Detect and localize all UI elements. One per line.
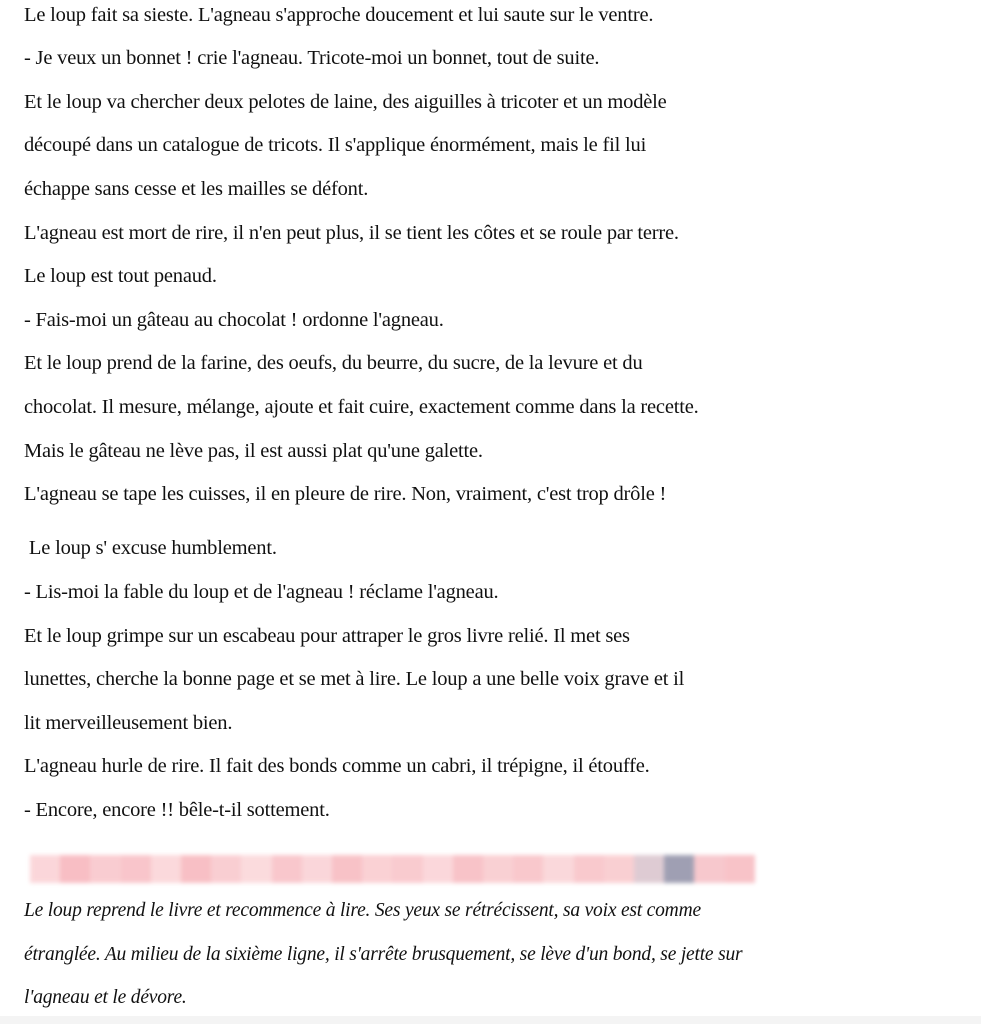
text-line: lunettes, cherche la bonne page et se met à lire. Le loup a une belle voix grave et il	[24, 668, 685, 690]
redacted-line	[30, 855, 755, 883]
text-line: chocolat. Il mesure, mélange, ajoute et fait cuire, exactement comme dans la recette.	[24, 396, 699, 418]
text-line: - Lis-moi la fable du loup et de l'agneau ! réclame l'agneau.	[24, 581, 499, 603]
text-line: Et le loup prend de la farine, des oeufs, du beurre, du sucre, de la levure et du	[24, 352, 643, 374]
text-line: L'agneau se tape les cuisses, il en pleure de rire. Non, vraiment, c'est trop drôle !	[24, 483, 667, 505]
text-line: découpé dans un catalogue de tricots. Il s'applique énormément, mais le fil lui	[24, 134, 647, 156]
text-line: - Fais-moi un gâteau au chocolat ! ordonne l'agneau.	[24, 309, 444, 331]
text-line: Mais le gâteau ne lève pas, il est aussi plat qu'une galette.	[24, 440, 483, 462]
italic-line: Le loup reprend le livre et recommence à lire. Ses yeux se rétrécissent, sa voix est comme	[24, 900, 701, 921]
text-line: L'agneau hurle de rire. Il fait des bonds comme un cabri, il trépigne, il étouffe.	[24, 755, 650, 777]
italic-line: étranglée. Au milieu de la sixième ligne, il s'arrête brusquement, se lève d'un bond, se jette sur	[24, 944, 743, 965]
text-line: - Encore, encore !! bêle-t-il sottement.	[24, 799, 330, 821]
text-line: Et le loup va chercher deux pelotes de laine, des aiguilles à tricoter et un modèle	[24, 91, 667, 113]
text-line: échappe sans cesse et les mailles se défont.	[24, 178, 369, 200]
text-line: lit merveilleusement bien.	[24, 712, 233, 734]
text-line: - Je veux un bonnet ! crie l'agneau. Tricote-moi un bonnet, tout de suite.	[24, 47, 600, 69]
text-line: Le loup est tout penaud.	[24, 265, 217, 287]
text-line: Le loup fait sa sieste. L'agneau s'approche doucement et lui saute sur le ventre.	[24, 4, 654, 26]
text-line: Le loup s' excuse humblement.	[24, 537, 277, 559]
italic-line: l'agneau et le dévore.	[24, 987, 187, 1008]
text-line: Et le loup grimpe sur un escabeau pour attraper le gros livre relié. Il met ses	[24, 625, 630, 647]
page-edge	[0, 1016, 981, 1024]
text-line: L'agneau est mort de rire, il n'en peut plus, il se tient les côtes et se roule par terre.	[24, 222, 679, 244]
